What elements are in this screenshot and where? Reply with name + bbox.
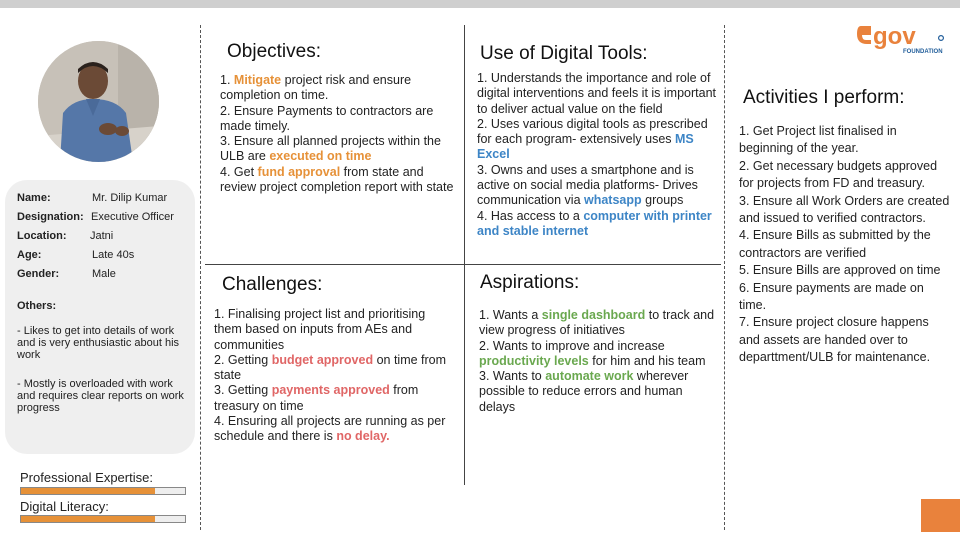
others-heading: Others: (17, 300, 57, 312)
location-label: Location: (17, 230, 67, 242)
digital-tools-list (477, 71, 717, 239)
age-value: Late 40s (92, 249, 135, 261)
age-row (17, 249, 135, 262)
challenges-title: Challenges: (222, 274, 323, 295)
corner-accent-block (921, 499, 960, 532)
challenges-list (214, 307, 454, 445)
location-row (17, 230, 114, 243)
designation-label: Designation: (17, 211, 84, 223)
activity-item: 4. Ensure Bills as submitted by the contractors are verified (739, 228, 931, 260)
egov-logo-icon (857, 20, 947, 56)
divider-center (464, 25, 465, 485)
objective-item: 2. Ensure Payments to contractors are made timely. (220, 103, 434, 133)
gender-label: Gender: (17, 268, 60, 280)
person-photo-icon (38, 41, 159, 162)
activity-item: 6. Ensure payments are made on time. (739, 280, 924, 313)
activities-list (739, 123, 951, 367)
objective-item: 4. Get fund approval from state and review project completion report with state (220, 164, 454, 195)
professional-expertise-bar (20, 487, 186, 495)
challenge-item: 3. Getting payments approved from treasury on time (214, 383, 419, 413)
digital-tool-item: 3. Owns and uses a smartphone and is active on social media platforms- Drives communication via whatsapp groups (477, 162, 698, 208)
activity-item: 7. Ensure project closure happens and assets are handed over to departtment/ULB for maintenance. (739, 315, 931, 365)
name-value: Mr. Dilip Kumar (92, 192, 168, 204)
aspiration-item: 2. Wants to improve and increase productivity levels for him and his team (479, 338, 706, 368)
challenge-item: 2. Getting budget approved on time from state (214, 352, 447, 383)
egov-foundation-logo (857, 20, 947, 56)
divider-left (200, 25, 201, 530)
digital-tool-item: 4. Has access to a computer with printer and stable internet (477, 208, 712, 238)
svg-text:gov: gov (873, 23, 916, 50)
digital-tool-item: 2. Uses various digital tools as prescribed for each program- extensively uses MS Excel (477, 116, 708, 162)
aspiration-item: 3. Wants to automate work wherever possible to reduce errors and human delays (479, 369, 689, 414)
aspiration-item: 1. Wants a single dashboard to track and view progress of initiatives (479, 308, 715, 338)
name-label: Name: (17, 192, 51, 204)
digital-literacy-fill (21, 516, 155, 522)
profile-photo (38, 41, 159, 162)
divider-middle (205, 264, 721, 265)
svg-text:FOUNDATION: FOUNDATION (903, 49, 943, 55)
activities-title: Activities I perform: (743, 87, 905, 108)
aspirations-list (479, 308, 717, 415)
age-label: Age: (17, 249, 42, 261)
gender-row (17, 268, 116, 281)
gender-value: Male (92, 268, 116, 280)
objective-item: 1. Mitigate project risk and ensure completion on time. (220, 73, 412, 103)
activity-item: 5. Ensure Bills are approved on time (739, 263, 941, 278)
objectives-title: Objectives: (227, 41, 321, 62)
aspirations-title: Aspirations: (480, 272, 580, 293)
activity-item: 1. Get Project list finalised in beginning of the year. (739, 124, 897, 156)
others-note-1: - Likes to get into details of work and is very enthusiastic about his work (17, 325, 180, 361)
name-row (17, 192, 168, 205)
challenge-item: 1. Finalising project list and prioritising them based on inputs from AEs and communities (214, 307, 426, 352)
designation-value: Executive Officer (91, 211, 174, 223)
designation-row (17, 211, 174, 224)
digital-tool-item: 1. Understands the importance and role of digital interventions and feels it is important to deliver actual value on the field (477, 71, 717, 116)
professional-expertise-label: Professional Expertise: (20, 470, 153, 485)
objective-item: 3. Ensure all planned projects within the ULB are executed on time (220, 134, 441, 164)
top-bar (0, 0, 960, 8)
digital-literacy-bar (20, 515, 186, 523)
location-value: Jatni (90, 230, 114, 242)
challenge-item: 4. Ensuring all projects are running as per schedule and there is no delay. (214, 414, 446, 444)
objectives-list (220, 73, 458, 195)
professional-expertise-fill (21, 488, 155, 494)
activity-item: 2. Get necessary budgets approved for projects from FD and treasury. (739, 158, 938, 191)
divider-right (724, 25, 725, 530)
digital-tools-title: Use of Digital Tools: (480, 43, 648, 64)
activity-item: 3. Ensure all Work Orders are created and issued to verified contractors. (739, 193, 950, 226)
digital-literacy-label: Digital Literacy: (20, 499, 109, 514)
others-note-2: - Mostly is overloaded with work and requires clear reports on work progress (17, 378, 184, 414)
